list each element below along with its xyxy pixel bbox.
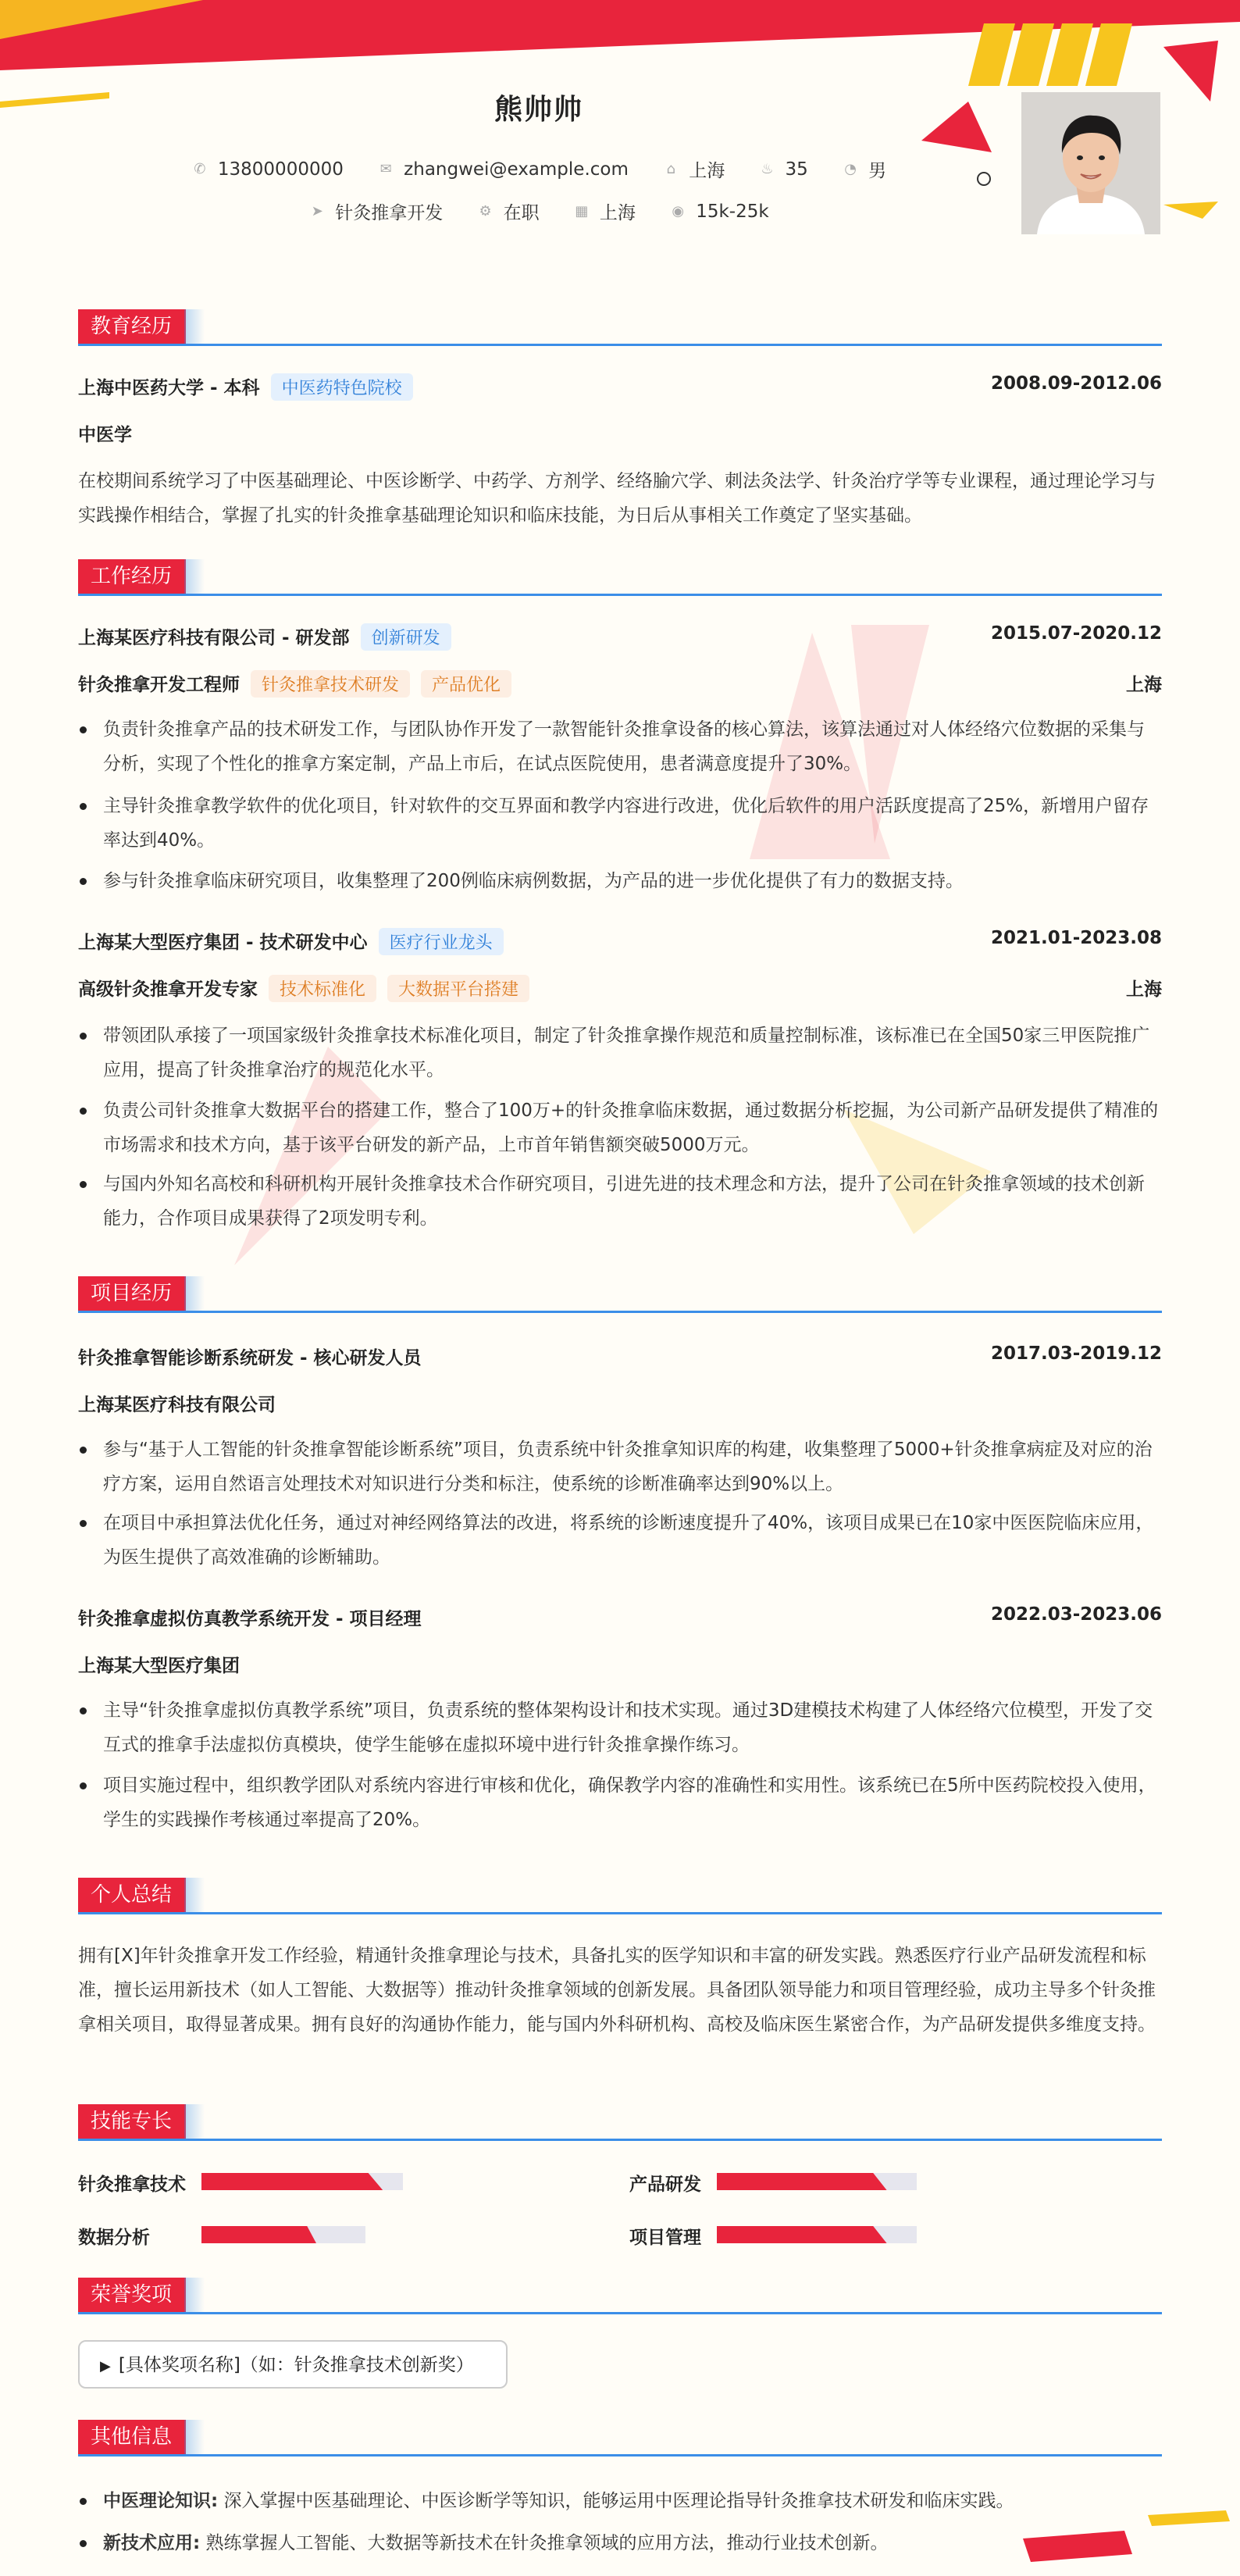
skill-label: 数据分析 [78,2228,150,2248]
other-label: 中医理论知识: [103,2491,219,2511]
intent-row [78,198,999,224]
gender-icon: ◔ [844,160,857,177]
section-title: 其他信息 [78,2420,186,2454]
education-header [78,373,1162,401]
project-name: 针灸推拿智能诊断系统研发 - 核心研发人员 [78,1348,422,1368]
section-skills [78,2104,1162,2141]
section-title: 教育经历 [78,309,186,344]
section-education [78,309,1162,346]
job-title: 针灸推拿开发工程师 [78,675,240,695]
skill-bar [717,2226,917,2243]
school: 上海中医药大学 - 本科 [78,378,260,398]
project-header [78,1343,1162,1369]
age: 35 [785,159,808,180]
summary-text: 拥有[X]年针灸推拿开发工作经验，精通针灸推拿理论与技术，具备扎实的医学知识和丰富的研发实践。熟悉医疗行业产品研发流程和标准，擅长运用新技术（如人工智能、大数据等）推动针灸推拿领域的创新发展。具备团队领导能力和项目管理经验，成功主导多个针灸推拿相关项目，取得显著成果。拥有良好的沟通协作能力，能与国内外科研机构、高校及临床医生紧密合作，为产品研发提供多维度支持。 [78,1946,1156,2035]
job-target: 针灸推拿开发 [335,203,444,223]
section-work [78,559,1162,596]
project-name: 针灸推拿虚拟仿真教学系统开发 - 项目经理 [78,1609,422,1629]
job-city: 上海 [1126,979,1162,1000]
skill-bar [717,2173,917,2190]
section-other [78,2420,1162,2456]
list-item: 项目实施过程中，组织教学团队对系统内容进行审核和优化，确保教学内容的准确性和实用性。该系统已在5所中医药院校投入使用，学生的实践操作考核通过率提高了20%。 [78,1768,1162,1837]
list-item: 负责针灸推拿产品的技术研发工作，与团队协作开发了一款智能针灸推拿设备的核心算法，该算法通过对人体经络穴位数据的采集与分析，实现了个性化的推拿方案定制，产品上市后，在试点医院使用，患者满意度提升了30%。 [78,712,1162,781]
skill-bar [201,2173,403,2190]
section-title: 项目经历 [78,1276,186,1311]
list-item: 负责公司针灸推拿大数据平台的搭建工作，整合了100万+的针灸推拿临床数据，通过数据分析挖掘，为公司新产品研发提供了精准的市场需求和技术方向，基于该平台研发的新产品，上市首年销售额突破5000万元。 [78,1094,1162,1162]
home-icon: ⌂ [666,160,675,177]
send-icon: ➤ [311,202,323,219]
education-desc: 在校期间系统学习了中医基础理论、中医诊断学、中药学、方剂学、经络腧穴学、刺法灸法学、针灸治疗学等专业课程，通过理论学习与实践操作相结合，掌握了扎实的针灸推拿基础理论知识和临床技能，为日后从事相关工作奠定了坚实基础。 [78,471,1156,526]
company: 上海某大型医疗集团 - 技术研发中心 [78,933,368,953]
salary: 15k-25k [696,201,769,222]
email[interactable]: zhangwei@example.com [404,159,629,180]
contact-row [78,156,999,182]
salary-icon: ◉ [672,202,685,219]
list-item: 带领团队承接了一项国家级针灸推拿技术标准化项目，制定了针灸推拿操作规范和质量控制标准，该标准已在全国50家三甲医院推广应用，提高了针灸推拿治疗的规范化水平。 [78,1019,1162,1087]
status: 在职 [503,203,540,223]
list-item: 在项目中承担算法优化任务，通过对神经网络算法的改进，将系统的诊断速度提升了40%，该项目成果已在10家中医医院临床应用，为医生提供了高效准确的诊断辅助。 [78,1506,1162,1575]
skill-label: 产品研发 [629,2175,701,2195]
job-tag: 技术标准化 [269,975,376,1002]
project-date: 2022.03-2023.06 [990,1604,1162,1625]
section-title: 个人总结 [78,1878,186,1912]
section-title: 技能专长 [78,2104,186,2139]
list-item: 主导“针灸推拿虚拟仿真教学系统”项目，负责系统的整体架构设计和技术实现。通过3D建模技术构建了人体经络穴位模型，开发了交互式的推拿手法虚拟仿真模块，使学生能够在虚拟环境中进行针灸推拿操作练习。 [78,1693,1162,1762]
skill-label: 针灸推拿技术 [78,2175,186,2195]
gear-icon: ⚙ [479,202,492,219]
award-text: [具体奖项名称]（如：针灸推拿技术创新奖） [118,2355,474,2375]
work-title-row [78,975,1162,1002]
list-item [78,2526,1162,2560]
job-city: 上海 [1126,675,1162,695]
candidate-name: 熊帅帅 [494,94,583,126]
section-summary [78,1878,1162,1914]
section-projects [78,1276,1162,1313]
phone[interactable]: 13800000000 [217,159,344,180]
skill-bar [201,2226,365,2243]
skill-fill [201,2173,383,2190]
work-date: 2015.07-2020.12 [990,623,1162,644]
gender: 男 [868,161,887,181]
other-label: 新技术应用: [103,2533,201,2553]
job-tag: 针灸推拿技术研发 [251,670,410,698]
job-tag: 产品优化 [421,670,511,698]
other-text: 深入掌握中医基础理论、中医诊断学等知识，能够运用中医理论指导针灸推拿技术研发和临床实践。 [223,2491,1014,2511]
play-icon: ▶ [100,2358,111,2374]
section-title: 荣誉奖项 [78,2278,186,2312]
other-text: 熟练掌握人工智能、大数据等新技术在针灸推拿领域的应用方法，推动行业技术创新。 [205,2533,889,2553]
school-tag: 中医药特色院校 [271,373,413,401]
cake-icon: ♨ [761,160,774,177]
section-title: 工作经历 [78,559,186,594]
work-header [78,928,1162,955]
profile-photo [1021,92,1160,234]
award-item[interactable] [78,2340,508,2389]
work-date: 2021.01-2023.08 [990,928,1162,948]
work-header [78,623,1162,651]
major: 中医学 [78,425,132,445]
list-item: 参与“基于人工智能的针灸推拿智能诊断系统”项目，负责系统中针灸推拿知识库的构建，收集整理了5000+针灸推拿病症及对应的治疗方案，运用自然语言处理技术对知识进行分类和标注，使系统的诊断准确率达到90%以上。 [78,1432,1162,1501]
company: 上海某医疗科技有限公司 - 研发部 [78,628,350,648]
building-icon: ▦ [575,202,589,219]
phone-icon: ✆ [194,160,206,177]
job-tag: 大数据平台搭建 [387,975,529,1002]
work-city: 上海 [599,203,636,223]
education-date: 2008.09-2012.06 [990,373,1162,394]
list-item: 主导针灸推拿教学软件的优化项目，针对软件的交互界面和教学内容进行改进，优化后软件的用户活跃度提高了25%，新增用户留存率达到40%。 [78,789,1162,858]
mail-icon: ✉ [379,160,392,177]
company-tag: 医疗行业龙头 [379,928,504,955]
project-header [78,1604,1162,1630]
skill-fill [201,2226,316,2243]
city: 上海 [689,161,725,181]
job-title: 高级针灸推拿开发专家 [78,979,258,1000]
project-org: 上海某医疗科技有限公司 [78,1395,276,1415]
company-tag: 创新研发 [361,623,451,651]
skill-label: 项目管理 [629,2228,701,2248]
section-awards [78,2278,1162,2314]
project-org: 上海某大型医疗集团 [78,1656,240,1676]
list-item: 参与针灸推拿临床研究项目，收集整理了200例临床病例数据，为产品的进一步优化提供了有力的数据支持。 [78,864,1162,898]
work-title-row [78,670,1162,698]
skill-fill [717,2226,887,2243]
list-item [78,2484,1162,2518]
skill-fill [717,2173,887,2190]
project-date: 2017.03-2019.12 [990,1343,1162,1364]
list-item: 与国内外知名高校和科研机构开展针灸推拿技术合作研究项目，引进先进的技术理念和方法，提升了公司在针灸推拿领域的技术创新能力，合作项目成果获得了2项发明专利。 [78,1167,1162,1236]
